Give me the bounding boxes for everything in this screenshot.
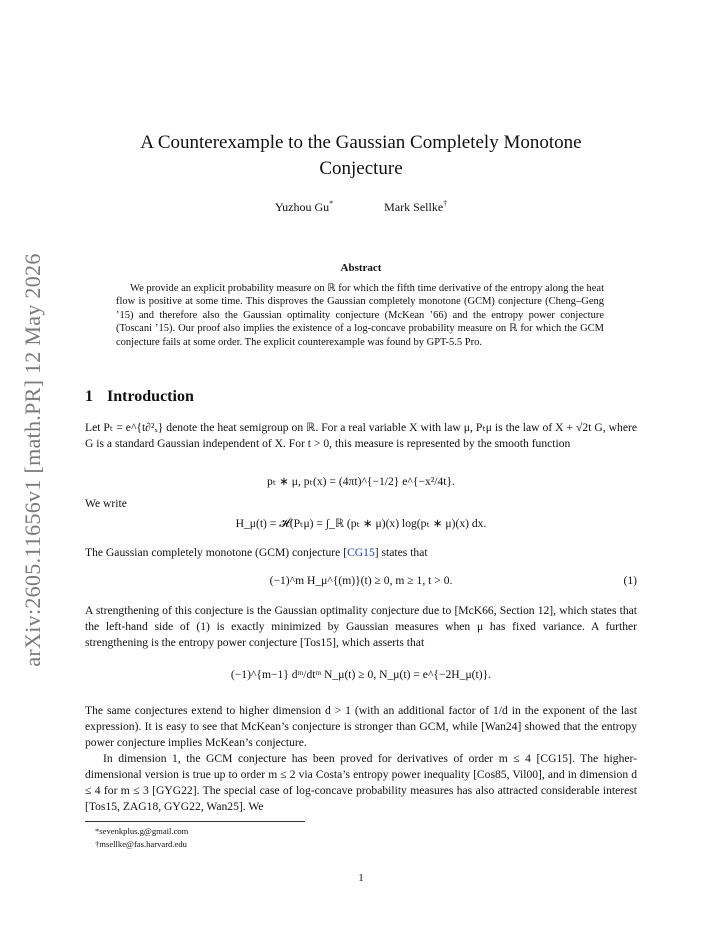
footnote-rule	[85, 821, 305, 822]
author-gu: Yuzhou Gu*	[274, 199, 334, 214]
paragraph-higher-dimension: The same conjectures extend to higher dimension d > 1 (with an additional factor of 1/d in the exponent of the last expression). It is easy to see that McKean’s conjecture is stronger than GCM, while [Wan24] showed that the entropy power conjecture implies McKean’s conjecture.	[85, 704, 637, 749]
paper-title	[85, 130, 637, 182]
footnote-sellke-email: †msellke@fas.harvard.edu	[95, 839, 187, 849]
abstract-heading: Abstract	[340, 262, 382, 274]
footnote-gu-email: *sevenkplus.g@gmail.com	[95, 826, 189, 836]
equation-density: pₜ ∗ μ, pₜ(x) = (4πt)^{−1/2} e^{−x²/4t}.	[267, 475, 455, 488]
arxiv-stamp	[18, 240, 48, 680]
page-number: 1	[358, 872, 364, 884]
paragraph-gcm-conjecture: The Gaussian completely monotone (GCM) conjecture [CG15] states that	[85, 546, 428, 559]
abstract-text: We provide an explicit probability measure on ℝ for which the fifth time derivative of the entropy along the heat flow is positive at some time. This disproves the Gaussian completely monotone (GCM) conjecture (Cheng–Geng ’15) and therefore also the Gaussian optimality conjecture (McKean ’66) and the entropy power conjecture (Toscani ’15). Our proof also implies the existence of a log-concave probability measure on ℝ for which the GCM conjecture fails at some order. The explicit counterexample was found by GPT-5.5 Pro.	[116, 283, 604, 348]
title-line-1: A Counterexample to the Gaussian Completely Monotone	[140, 132, 582, 153]
equation-gcm: (−1)^m H_μ^{(m)}(t) ≥ 0, m ≥ 1, t > 0. (1)	[269, 574, 637, 587]
paragraph-optimality: A strengthening of this conjecture is the Gaussian optimality conjecture due to [McK66, Section 12], which states that the left-hand side of (1) is exactly minimized by Gaussian measures when μ has fixed variance. A further strengthening is the entropy power conjecture [Tos15], which asserts that	[85, 604, 637, 649]
equation-entropy: H_μ(t) = 𝓗(Pₜμ) = ∫_ℝ (pₜ ∗ μ)(x) log(pₜ ∗ μ)(x) dx.	[235, 517, 487, 530]
author-sellke: Mark Sellke†	[384, 199, 448, 214]
title-line-2: Conjecture	[319, 158, 403, 179]
section-heading: 1 Introduction	[85, 388, 194, 405]
paragraph-heat-semigroup: Let Pₜ = e^{t∂²ₓ} denote the heat semigroup on ℝ. For a real variable X with law μ, Pₜμ is the law of X + √2t G, where G is a standard Gaussian independent of X. For t > 0, this measure is represented by the smooth function	[85, 421, 637, 450]
paragraph-we-write: We write	[85, 497, 127, 510]
equation-number: (1)	[623, 574, 637, 587]
equation-entropy-power: (−1)^{m−1} dᵐ/dtᵐ N_μ(t) ≥ 0, N_μ(t) = e^{−2H_μ(t)}.	[230, 668, 492, 681]
paragraph-dimension-one: In dimension 1, the GCM conjecture has been proved for derivatives of order m ≤ 4 [CG15]. The higher-dimensional version is true up to order m ≤ 2 via Costa’s entropy power inequality [Cos85, Vil00], and in dimension d ≤ 4 for m ≤ 3 [GYG22]. The special case of log-concave probability measures has also attracted considerable interest [Tos15, ZAG18, GYG22, Wan25]. We	[85, 752, 637, 813]
arxiv-identifier: arXiv:2605.11656v1 [math.PR] 12 May 2026	[20, 253, 45, 667]
citation-cg15[interactable]: CG15	[347, 546, 375, 559]
author-list	[85, 199, 637, 215]
